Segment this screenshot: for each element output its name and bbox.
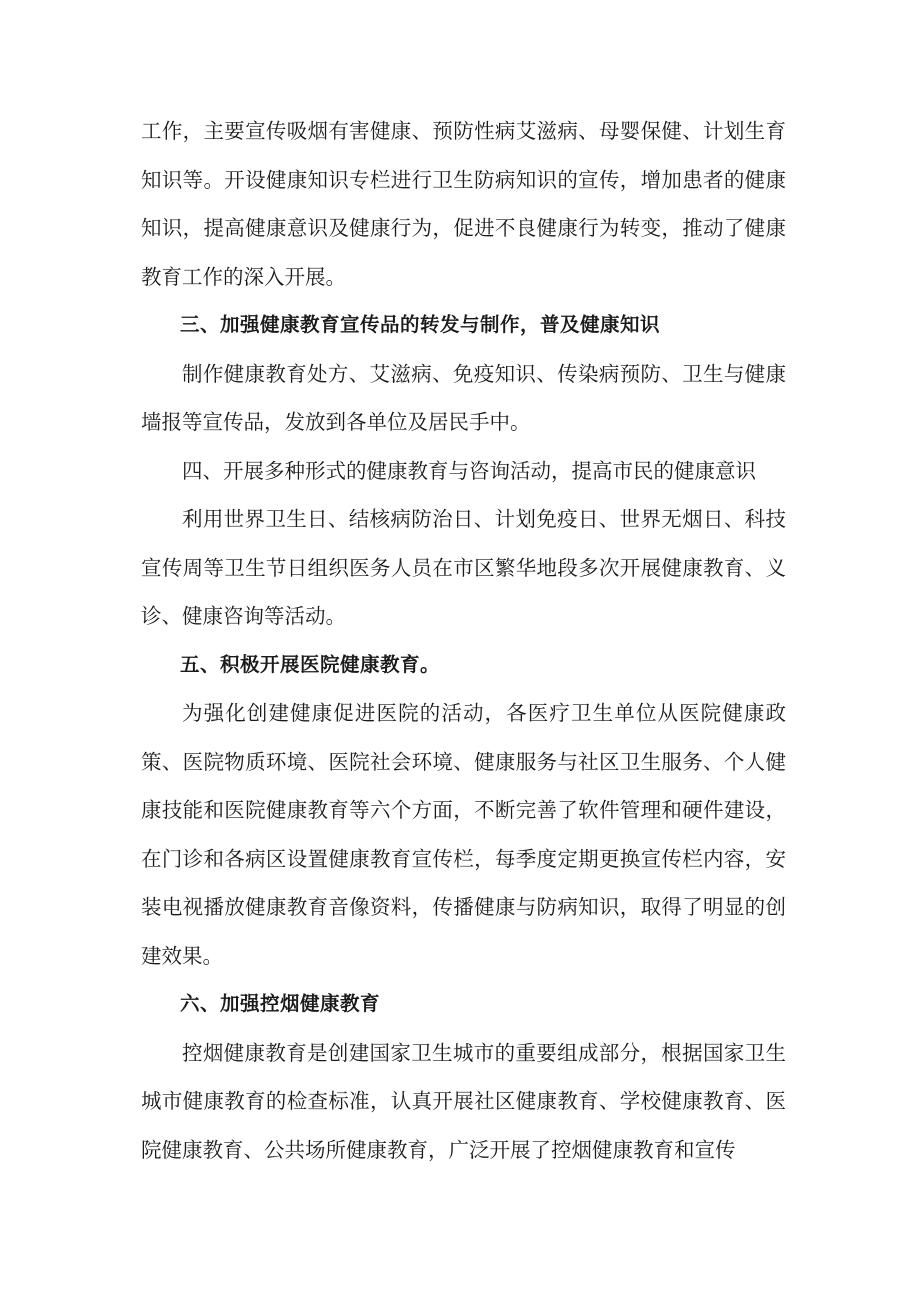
section-6-body: 控烟健康教育是创建国家卫生城市的重要组成部分，根据国家卫生城市健康教育的检查标准，认真开展社区健康教育、学校健康教育、医院健康教育、公共场所健康教育，广泛开展了控烟健康教育和宣传	[141, 1040, 786, 1162]
section-5-body: 为强化创建健康促进医院的活动，各医疗卫生单位从医院健康政策、医院物质环境、医院社会环境、健康服务与社区卫生服务、个人健康技能和医院健康教育等六个方面，不断完善了软件管理和硬件建设，在门诊和各病区设置健康教育宣传栏，每季度定期更换宣传栏内容，安装电视播放健康教育音像资料，传播健康与防病知识，取得了明显的创建效果。	[141, 701, 786, 968]
section-3-heading: 三、加强健康教育宣传品的转发与制作，普及健康知识	[180, 313, 661, 336]
section-5-heading: 五、积极开展医院健康教育。	[180, 652, 441, 676]
document-body	[141, 107, 786, 1174]
section-3-body: 制作健康教育处方、艾滋病、免疫知识、传染病预防、卫生与健康墙报等宣传品，发放到各单位及居民手中。	[141, 361, 786, 434]
section-4-body: 利用世界卫生日、结核病防治日、计划免疫日、世界无烟日、科技宣传周等卫生节日组织医务人员在市区繁华地段多次开展健康教育、义诊、健康咨询等活动。	[141, 507, 786, 628]
section-4-heading: 四、开展多种形式的健康教育与咨询活动，提高市民的健康意识	[182, 458, 756, 483]
section-6-heading: 六、加强控烟健康教育	[180, 992, 381, 1015]
continued-paragraph: 工作，主要宣传吸烟有害健康、预防性病艾滋病、母婴保健、计划生育知识等。开设健康知识专栏进行卫生防病知识的宣传，增加患者的健康知识，提高健康意识及健康行为，促进不良健康行为转变，推动了健康教育工作的深入开展。	[141, 119, 786, 289]
